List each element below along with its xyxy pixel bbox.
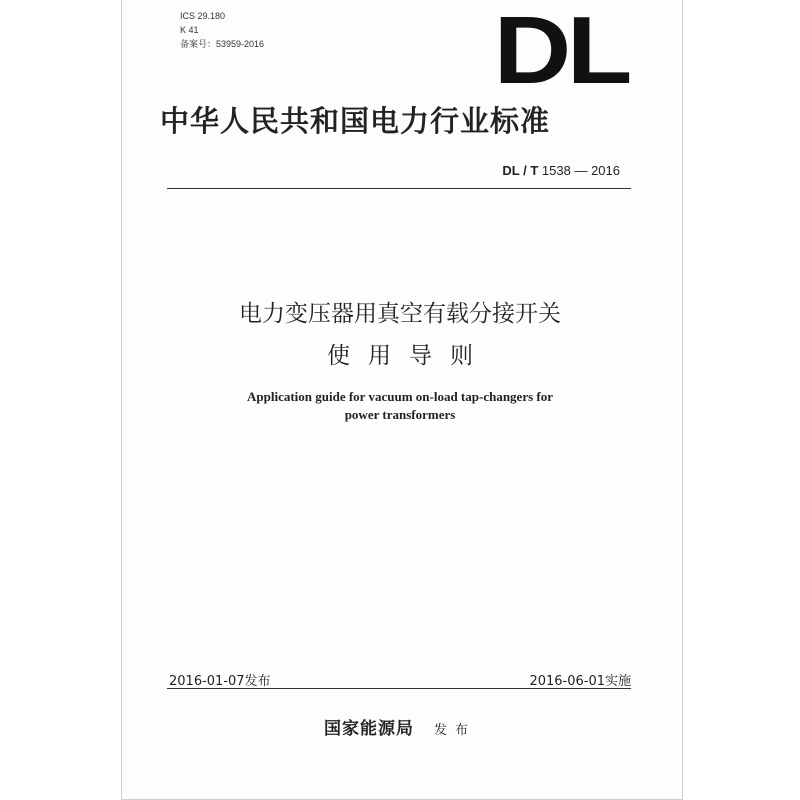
- issuer-name: 国家能源局: [323, 719, 414, 739]
- implementation-date: 2016-06-01实施: [529, 674, 631, 689]
- dl-logo: DL: [493, 0, 628, 104]
- ics-code: ICS 29.180: [180, 11, 226, 21]
- record-number: 备案号：53959-2016: [180, 39, 265, 49]
- standard-code-prefix: DL / T: [502, 163, 539, 178]
- standard-code: [502, 163, 620, 178]
- issuer: [0, 714, 800, 739]
- english-title-line-2: power transformers: [344, 407, 456, 422]
- bottom-divider: [167, 688, 631, 689]
- standard-code-number: 1538 — 2016: [541, 163, 620, 178]
- chinese-title-line-2: 使用导则: [327, 343, 491, 369]
- top-divider: [167, 188, 631, 189]
- issue-date: 2016-01-07发布: [169, 674, 271, 689]
- chinese-title-line-1: 电力变压器用真空有载分接开关: [239, 301, 561, 327]
- issuer-action: 发布: [433, 723, 476, 738]
- english-title-line-1: Application guide for vacuum on-load tap-changers for: [247, 389, 553, 404]
- standard-type-title: 中华人民共和国电力行业标准: [160, 104, 551, 138]
- classification-code: K 41: [180, 25, 199, 35]
